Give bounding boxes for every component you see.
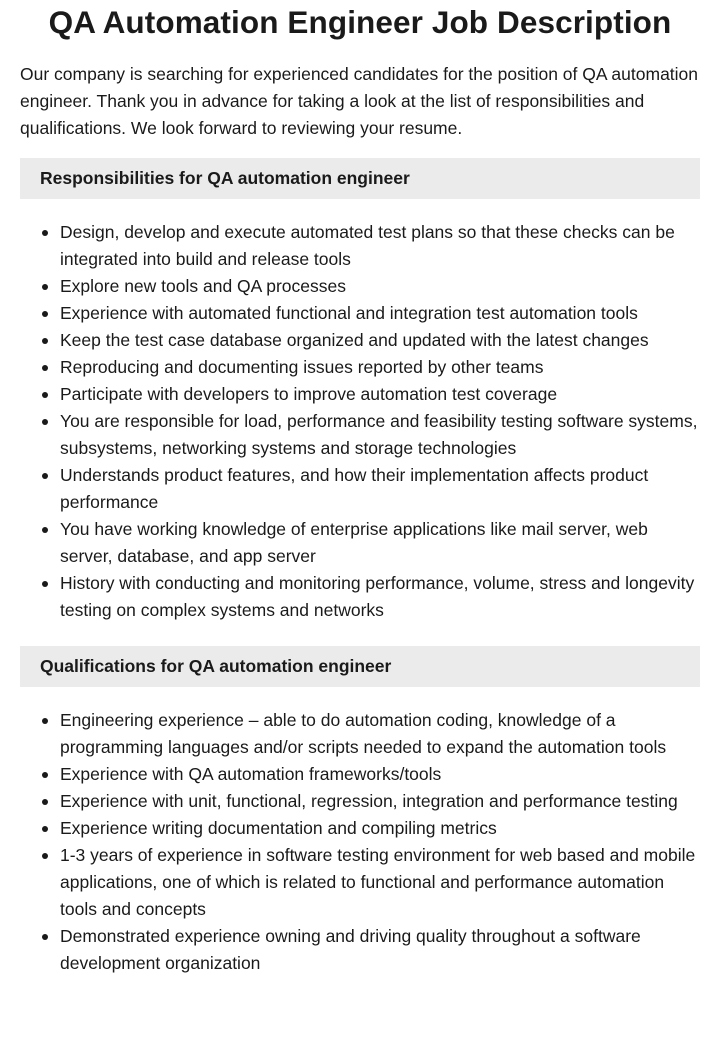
list-item: Understands product features, and how their implementation affects product performance [60, 462, 700, 516]
qualifications-heading: Qualifications for QA automation engineer [20, 646, 700, 687]
list-item: 1-3 years of experience in software testing environment for web based and mobile applications, one of which is related to functional and performance automation tools and concepts [60, 842, 700, 923]
intro-paragraph: Our company is searching for experienced candidates for the position of QA automation engineer. Thank you in advance for taking a look at the list of responsibilities and qualifications. We look forward to reviewing your resume. [20, 64, 699, 138]
list-item: Experience writing documentation and compiling metrics [60, 815, 700, 842]
list-item: History with conducting and monitoring performance, volume, stress and longevity testing on complex systems and networks [60, 570, 700, 624]
list-item: Keep the test case database organized and updated with the latest changes [60, 327, 700, 354]
list-item: Explore new tools and QA processes [60, 273, 700, 300]
list-item: Participate with developers to improve automation test coverage [60, 381, 700, 408]
responsibilities-heading: Responsibilities for QA automation engineer [20, 158, 700, 199]
qualifications-list [20, 707, 700, 977]
responsibilities-list [20, 219, 700, 624]
list-item: Engineering experience – able to do automation coding, knowledge of a programming languages and/or scripts needed to expand the automation tools [60, 707, 700, 761]
list-item: Demonstrated experience owning and driving quality throughout a software development organization [60, 923, 700, 977]
list-item: Design, develop and execute automated test plans so that these checks can be integrated into build and release tools [60, 219, 700, 273]
list-item: You have working knowledge of enterprise applications like mail server, web server, database, and app server [60, 516, 700, 570]
list-item: Experience with QA automation frameworks/tools [60, 761, 700, 788]
list-item: Reproducing and documenting issues reported by other teams [60, 354, 700, 381]
page-title: QA Automation Engineer Job Description [48, 4, 672, 40]
list-item: Experience with unit, functional, regression, integration and performance testing [60, 788, 700, 815]
list-item: You are responsible for load, performance and feasibility testing software systems, subsystems, networking systems and storage technologies [60, 408, 700, 462]
list-item: Experience with automated functional and integration test automation tools [60, 300, 700, 327]
